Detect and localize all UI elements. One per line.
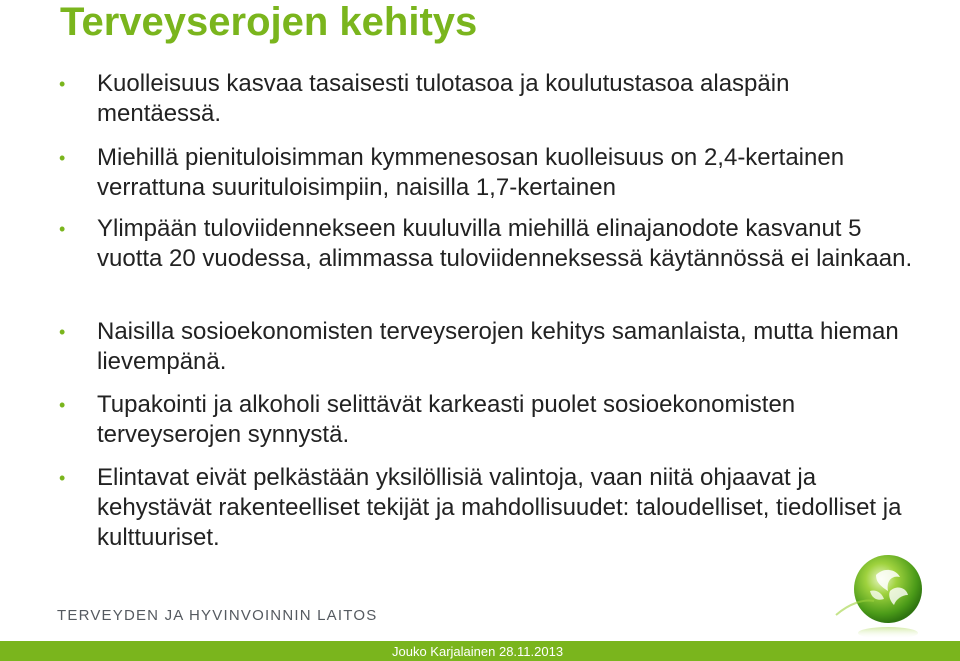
bullet-item bbox=[59, 69, 917, 129]
bullet-marker: • bbox=[59, 395, 66, 415]
footer-author-date: Jouko Karjalainen 28.11.2013 bbox=[392, 644, 564, 659]
bullet-marker: • bbox=[59, 219, 66, 239]
bullet-text: Naisilla sosioekonomisten terveyserojen kehitys samanlaista, mutta hieman lievempänä. bbox=[97, 318, 899, 375]
bullet-marker: • bbox=[59, 74, 66, 94]
bullet-marker: • bbox=[59, 148, 66, 168]
bullet-item bbox=[59, 390, 917, 450]
bullet-marker: • bbox=[59, 468, 66, 488]
bullet-item bbox=[59, 214, 917, 274]
bullet-item bbox=[59, 317, 917, 377]
bullet-text: Miehillä pienituloisimman kymmenesosan kuolleisuus on 2,4-kertainen verrattuna suurituloisimpiin, naisilla 1,7-kertainen bbox=[97, 144, 845, 201]
bullet-text: Tupakointi ja alkoholi selittävät karkeasti puolet sosioekonomisten terveyserojen synnystä. bbox=[97, 391, 796, 448]
bullet-text: Ylimpään tuloviidennekseen kuuluvilla miehillä elinajanodote kasvanut 5 vuotta 20 vuodessa, alimmassa tuloviidenneksessä käytännössä ei lainkaan. bbox=[97, 215, 913, 272]
bullet-text: Kuolleisuus kasvaa tasaisesti tulotasoa ja koulutustasoa alaspäin mentäessä. bbox=[97, 70, 790, 127]
green-globe-leaf-icon bbox=[830, 545, 940, 641]
bullet-item bbox=[59, 463, 917, 553]
bullet-item bbox=[59, 143, 917, 203]
bullet-text: Elintavat eivät pelkästään yksilöllisiä valintoja, vaan niitä ohjaavat ja kehystävät rakenteelliset tekijät ja mahdollisuudet: taloudelliset, tiedolliset ja kulttuuriset. bbox=[97, 464, 902, 551]
organization-name: TERVEYDEN JA HYVINVOINNIN LAITOS bbox=[57, 607, 378, 624]
bullet-marker: • bbox=[59, 322, 66, 342]
slide-title: Terveyserojen kehitys bbox=[60, 0, 478, 44]
